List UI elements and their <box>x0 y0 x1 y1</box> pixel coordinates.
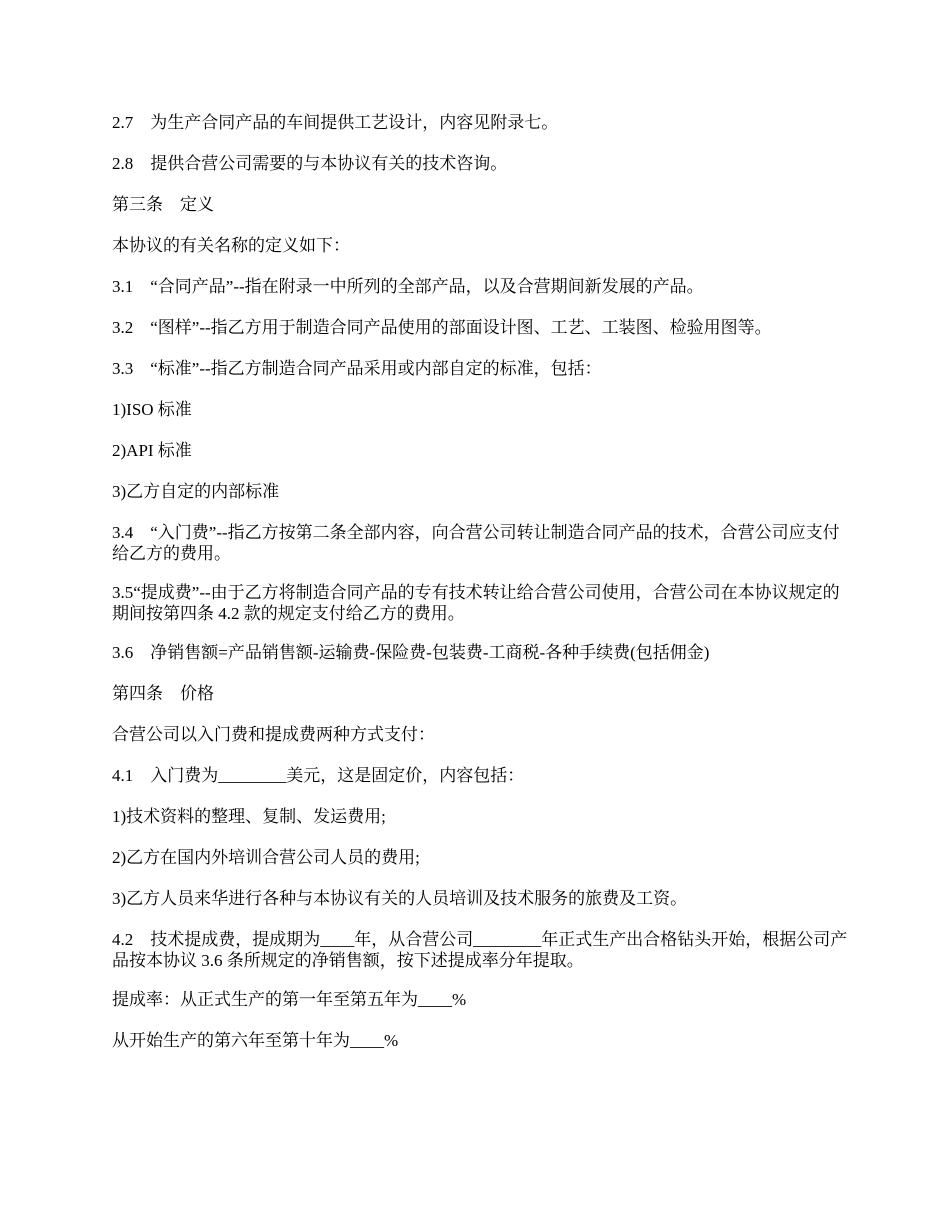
clause-3-1: 3.1 “合同产品”--指在附录一中所列的全部产品，以及合营期间新发展的产品。 <box>112 277 704 296</box>
standard-item-3: 3)乙方自定的内部标准 <box>112 482 280 501</box>
clause-2-8: 2.8 提供合营公司需要的与本协议有关的技术咨询。 <box>112 154 508 173</box>
definitions-intro: 本协议的有关名称的定义如下： <box>112 236 350 255</box>
clause-3-6: 3.6 净销售额=产品销售额-运输费-保险费-包装费-工商税-各种手续费(包括佣金) <box>112 643 710 662</box>
document-body <box>112 112 852 1071</box>
clause-3-2: 3.2 “图样”--指乙方用于制造合同产品使用的部面设计图、工艺、工装图、检验用图等。 <box>112 318 772 337</box>
standard-item-2: 2)API 标准 <box>112 441 192 460</box>
fee-item-3: 3)乙方人员来华进行各种与本协议有关的人员培训及技术服务的旅费及工资。 <box>112 889 688 908</box>
clause-3-4: 3.4 “入门费”--指乙方按第二条全部内容，向合营公司转让制造合同产品的技术，合营公司应支付给乙方的费用。 <box>112 523 840 563</box>
royalty-rate-1: 提成率：从正式生产的第一年至第五年为____% <box>112 990 467 1009</box>
standard-item-1: 1)ISO 标准 <box>112 400 192 419</box>
clause-4-2: 4.2 技术提成费，提成期为____年，从合营公司________年正式生产出合格钻头开始，根据公司产品按本协议 3.6 条所规定的净销售额，按下述提成率分年提取。 <box>112 930 848 970</box>
clause-3-5: 3.5“提成费”--由于乙方将制造合同产品的专有技术转让给合营公司使用，合营公司在本协议规定的期间按第四条 4.2 款的规定支付给乙方的费用。 <box>112 583 840 623</box>
article-3-heading: 第三条 定义 <box>112 195 214 214</box>
fee-item-2: 2)乙方在国内外培训合营公司人员的费用; <box>112 848 420 867</box>
fee-item-1: 1)技术资料的整理、复制、发运费用; <box>112 807 386 826</box>
clause-4-1: 4.1 入门费为________美元，这是固定价，内容包括： <box>112 766 525 785</box>
clause-3-3: 3.3 “标准”--指乙方制造合同产品采用或内部自定的标准，包括： <box>112 359 602 378</box>
clause-2-7: 2.7 为生产合同产品的车间提供工艺设计，内容见附录七。 <box>112 113 559 132</box>
payment-intro: 合营公司以入门费和提成费两种方式支付： <box>112 725 435 744</box>
royalty-rate-2: 从开始生产的第六年至第十年为____% <box>112 1031 399 1050</box>
article-4-heading: 第四条 价格 <box>112 684 214 703</box>
